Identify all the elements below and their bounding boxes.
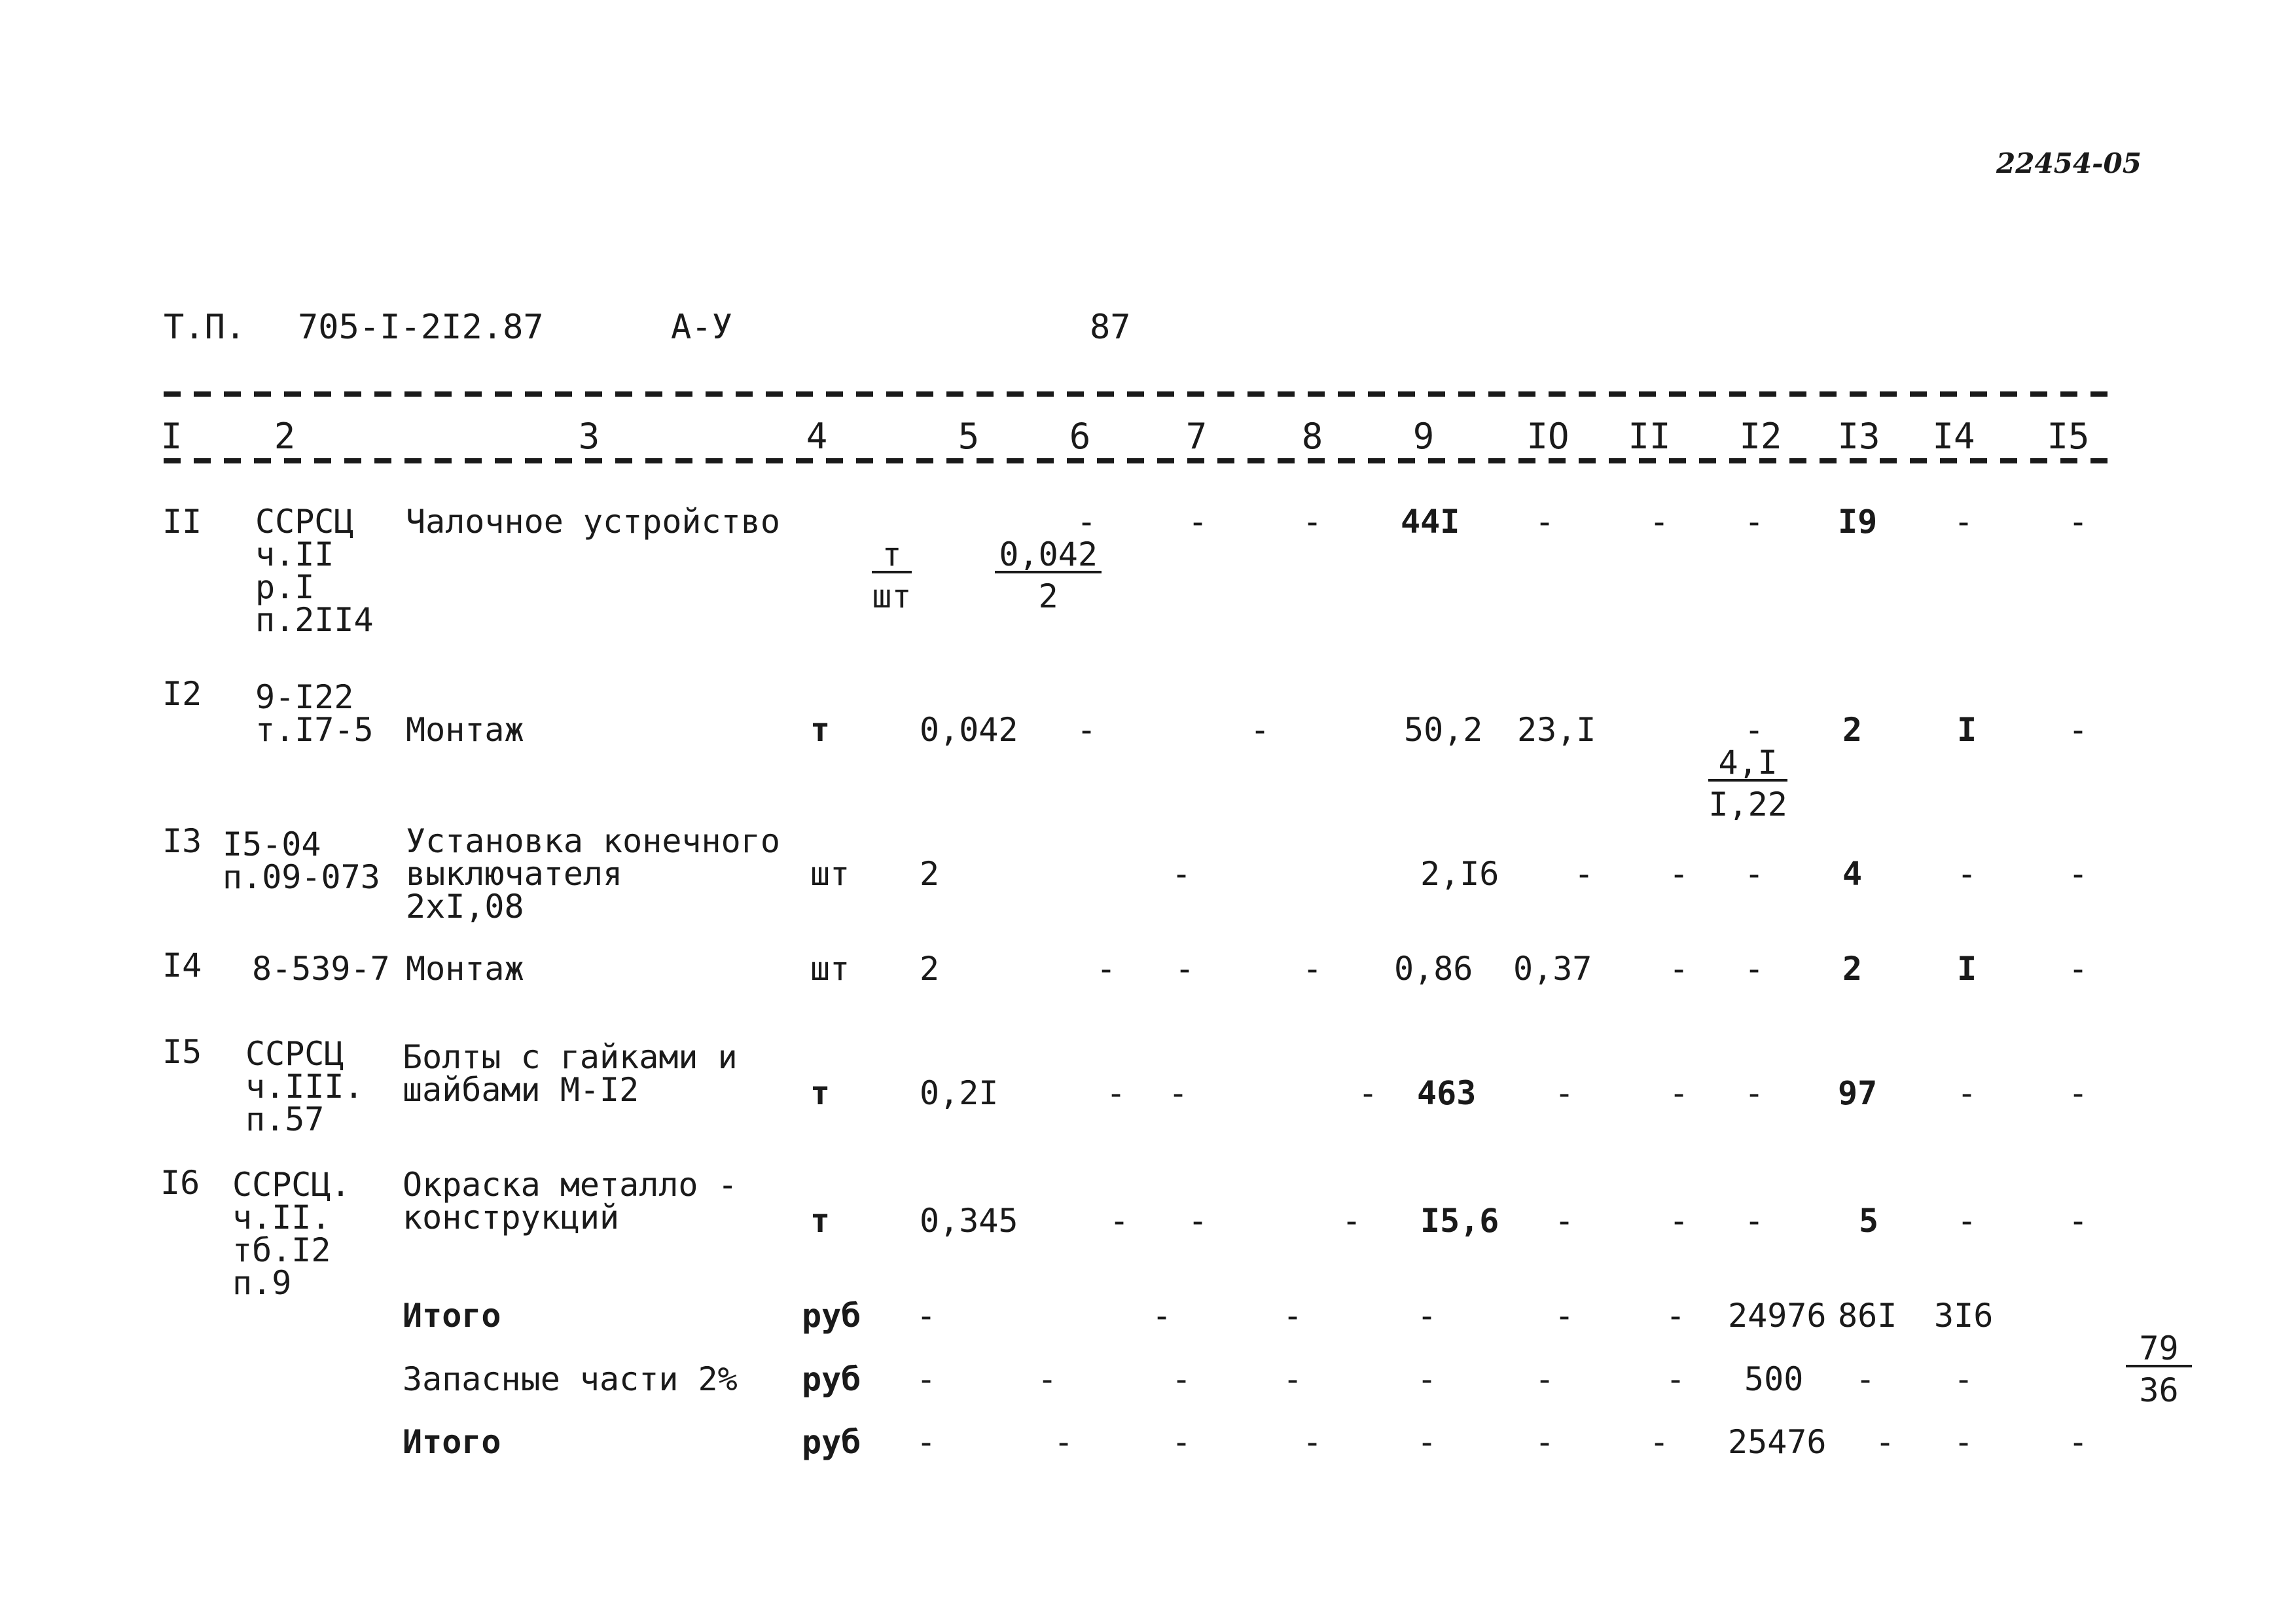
column-number: 5	[958, 416, 980, 457]
quantity-denominator: 2	[1038, 577, 1058, 615]
empty-cell: -	[2068, 1202, 2089, 1240]
empty-cell: -	[1668, 1074, 1689, 1112]
item-name: Болты с гайками и шайбами М-I2	[403, 1038, 738, 1109]
col11-denominator: I,22	[1708, 785, 1787, 823]
empty-cell: -	[1554, 1074, 1575, 1112]
column-number: II	[1628, 416, 1671, 457]
value-col9: 50,2	[1404, 711, 1483, 749]
value-col14: I	[1957, 950, 1977, 988]
col15-denominator: 36	[2139, 1371, 2179, 1409]
item-name: Окраска металло - конструкций	[403, 1166, 738, 1236]
value-col12: 25476	[1728, 1423, 1827, 1461]
column-number: I	[160, 416, 183, 457]
empty-cell: -	[1187, 503, 1208, 541]
empty-cell: -	[1953, 1423, 1974, 1461]
resource-code: 8-539-7	[252, 950, 390, 988]
dashed-rule-bottom	[164, 458, 2121, 463]
empty-cell: -	[1151, 1297, 1172, 1335]
resource-code: ССРСЦ. ч.II. тб.I2 п.9	[232, 1166, 351, 1302]
quantity: 0,345	[920, 1202, 1018, 1240]
value-col9: 463	[1417, 1074, 1477, 1112]
column-number: 7	[1185, 416, 1208, 457]
empty-cell: -	[1665, 1297, 1686, 1335]
column-number: I5	[2047, 416, 2090, 457]
empty-cell: -	[1554, 1202, 1575, 1240]
empty-cell: -	[1171, 1423, 1192, 1461]
empty-cell: -	[1534, 1360, 1555, 1398]
grand-total-label: Итого	[403, 1423, 501, 1461]
empty-cell: -	[1665, 1360, 1686, 1398]
empty-cell: -	[1174, 950, 1195, 988]
empty-cell: -	[1341, 1202, 1362, 1240]
empty-cell: -	[1744, 503, 1765, 541]
empty-cell: -	[1649, 1423, 1670, 1461]
value-col10: 23,I	[1517, 711, 1596, 749]
column-number: I3	[1837, 416, 1880, 457]
quantity-fraction	[916, 505, 1102, 645]
empty-cell: -	[2068, 503, 2089, 541]
col11-numerator: 4,I	[1708, 746, 1787, 782]
document-code: 22454-05	[1996, 147, 2142, 179]
row-number: II	[162, 503, 202, 541]
empty-cell: -	[1649, 503, 1670, 541]
empty-cell: -	[1956, 855, 1977, 893]
value-col13: I9	[1838, 503, 1878, 541]
empty-cell: -	[2068, 1423, 2089, 1461]
empty-cell: -	[1573, 855, 1594, 893]
empty-cell: -	[2068, 1074, 2089, 1112]
empty-cell: -	[2068, 855, 2089, 893]
empty-cell: -	[1168, 1074, 1189, 1112]
dashed-rule-top	[164, 391, 2121, 397]
unit-denominator: шт	[872, 577, 912, 615]
empty-cell: -	[916, 1360, 937, 1398]
empty-cell: -	[1554, 1297, 1575, 1335]
empty-cell: -	[1874, 1423, 1895, 1461]
empty-cell: -	[1744, 1202, 1765, 1240]
row-number: I6	[160, 1164, 200, 1202]
empty-cell: -	[1534, 1423, 1555, 1461]
resource-code: ССРСЦ ч.III. п.57	[245, 1035, 364, 1138]
value-col12: 500	[1744, 1360, 1804, 1398]
column-number: 6	[1069, 416, 1091, 457]
empty-cell: -	[1953, 1360, 1974, 1398]
resource-code: ССРСЦ ч.II р.I п.2II4	[255, 503, 374, 639]
empty-cell: -	[916, 1297, 937, 1335]
header-prefix: Т.П.	[164, 308, 246, 347]
row-number: I2	[162, 675, 202, 713]
empty-cell: -	[1187, 1202, 1208, 1240]
quantity: 0,042	[920, 711, 1018, 749]
empty-cell: -	[1416, 1360, 1437, 1398]
value-col14: I	[1957, 711, 1977, 749]
empty-cell: -	[1171, 1360, 1192, 1398]
column-number: IO	[1526, 416, 1570, 457]
value-col9: 44I	[1401, 503, 1460, 541]
total-label: Итого	[403, 1297, 501, 1335]
empty-cell: -	[1282, 1297, 1303, 1335]
column-number: I2	[1739, 416, 1782, 457]
empty-cell: -	[1105, 1074, 1126, 1112]
row-number: I5	[162, 1033, 202, 1071]
empty-cell: -	[1357, 1074, 1378, 1112]
value-col9: 2,I6	[1420, 855, 1499, 893]
empty-cell: -	[1096, 950, 1117, 988]
empty-cell: -	[1744, 711, 1765, 749]
empty-cell: -	[1956, 1074, 1977, 1112]
column-number: I4	[1932, 416, 1975, 457]
column-number: 2	[274, 416, 296, 457]
item-name: Чалочное устройство	[406, 503, 780, 541]
quantity: 2	[920, 855, 940, 893]
quantity: 0,2I	[920, 1074, 999, 1112]
value-col14: 3I6	[1934, 1297, 1994, 1335]
row-number: I4	[162, 947, 202, 984]
empty-cell: -	[1668, 950, 1689, 988]
value-col12: 24976	[1728, 1297, 1827, 1335]
unit: т	[810, 1074, 831, 1112]
empty-cell: -	[1744, 950, 1765, 988]
item-name: Монтаж	[406, 950, 524, 988]
unit: руб	[802, 1297, 861, 1335]
empty-cell: -	[1302, 1423, 1323, 1461]
col15-numerator: 79	[2126, 1332, 2191, 1367]
value-col13: 4	[1842, 855, 1863, 893]
empty-cell: -	[1416, 1297, 1437, 1335]
item-name: Установка конечного выключателя 2хI,08	[406, 822, 780, 926]
value-col13: 5	[1859, 1202, 1879, 1240]
empty-cell: -	[1302, 950, 1323, 988]
empty-cell: -	[1534, 503, 1555, 541]
empty-cell: -	[1076, 503, 1097, 541]
empty-cell: -	[1744, 1074, 1765, 1112]
empty-cell: -	[1956, 1202, 1977, 1240]
empty-cell: -	[1302, 503, 1323, 541]
value-col13: 97	[1838, 1074, 1878, 1112]
item-name: Монтаж	[406, 711, 524, 749]
unit: т	[810, 711, 831, 749]
row-number: I3	[162, 822, 202, 860]
empty-cell: -	[1668, 855, 1689, 893]
unit: шт	[810, 950, 850, 988]
value-col10: 0,37	[1513, 950, 1592, 988]
empty-cell: -	[1076, 711, 1097, 749]
unit: руб	[802, 1360, 861, 1398]
spare-parts-label: Запасные части 2%	[403, 1360, 738, 1398]
value-col9: 0,86	[1394, 950, 1473, 988]
header-page-number: 87	[1090, 308, 1131, 347]
quantity-numerator: 0,042	[995, 538, 1102, 573]
empty-cell: -	[1109, 1202, 1130, 1240]
empty-cell: -	[1744, 855, 1765, 893]
empty-cell: -	[916, 1423, 937, 1461]
unit: т	[810, 1202, 831, 1240]
header-project-number: 705-I-2I2.87	[298, 308, 544, 347]
column-number: 3	[578, 416, 600, 457]
empty-cell: -	[1037, 1360, 1058, 1398]
column-number: 4	[806, 416, 828, 457]
unit: руб	[802, 1423, 861, 1461]
empty-cell: -	[2068, 711, 2089, 749]
empty-cell: -	[1282, 1360, 1303, 1398]
empty-cell: -	[1953, 503, 1974, 541]
resource-code: I5-04 п.09-073	[223, 825, 380, 896]
value-col13: 2	[1842, 711, 1863, 749]
column-number: 8	[1301, 416, 1323, 457]
header-section: А-У	[671, 308, 732, 347]
quantity: 2	[920, 950, 940, 988]
value-col9: I5,6	[1420, 1202, 1499, 1240]
value-col13: 2	[1842, 950, 1863, 988]
empty-cell: -	[1416, 1423, 1437, 1461]
empty-cell: -	[1855, 1360, 1876, 1398]
unit-fraction	[793, 505, 912, 645]
unit: шт	[810, 855, 850, 893]
empty-cell: -	[2068, 950, 2089, 988]
value-col15-fraction	[2041, 1299, 2198, 1439]
unit-numerator: т	[872, 538, 911, 573]
empty-cell: -	[1668, 1202, 1689, 1240]
resource-code: 9-I22 т.I7-5	[255, 678, 374, 749]
empty-cell: -	[1053, 1423, 1074, 1461]
empty-cell: -	[1171, 855, 1192, 893]
column-number: 9	[1412, 416, 1435, 457]
value-col13: 86I	[1838, 1297, 1897, 1335]
empty-cell: -	[1249, 711, 1270, 749]
